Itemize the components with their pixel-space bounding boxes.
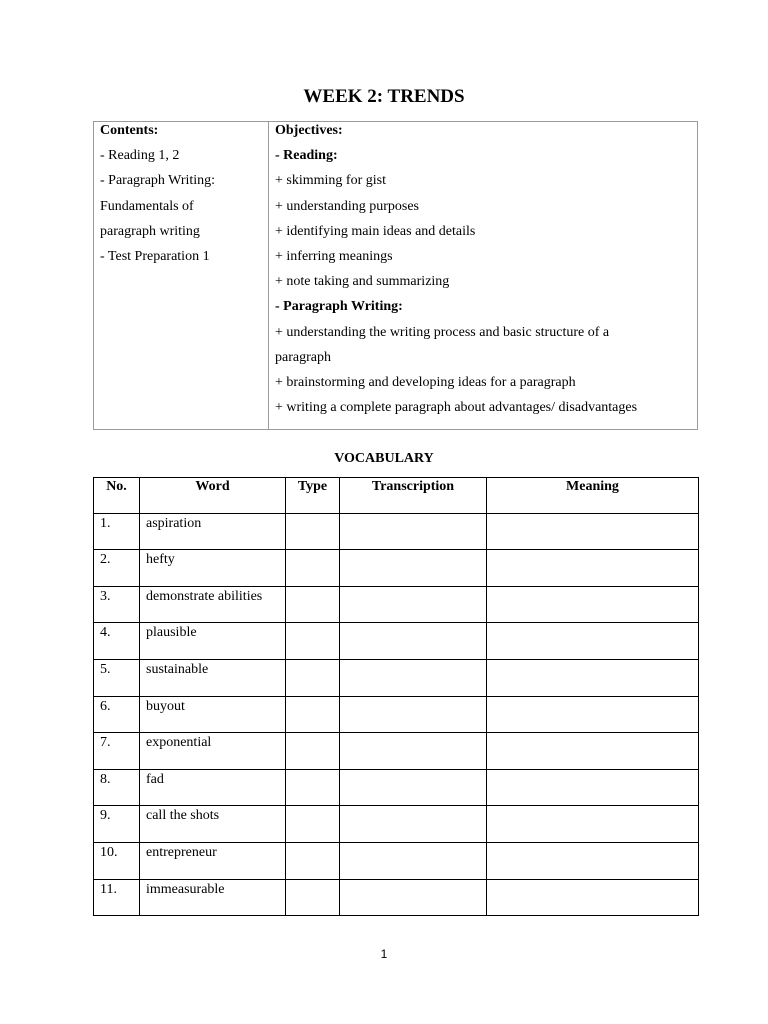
reading-objective: + understanding purposes: [275, 198, 419, 214]
table-row: [94, 659, 699, 696]
page-number: 1: [380, 947, 388, 961]
contents-item: paragraph writing: [100, 223, 200, 239]
table-row: [94, 586, 699, 623]
reading-objective: + identifying main ideas and details: [275, 223, 476, 239]
page-title: WEEK 2: TRENDS: [303, 86, 465, 107]
row-meaning-cell: [487, 623, 699, 660]
row-number: 6.: [94, 696, 140, 733]
row-word: plausible: [140, 623, 286, 660]
table-row: [94, 842, 699, 879]
row-word: immeasurable: [140, 879, 286, 916]
column-header-meaning: Meaning: [487, 478, 699, 514]
vocabulary-table: [93, 477, 699, 916]
writing-objective: + brainstorming and developing ideas for a paragraph: [275, 374, 576, 390]
reading-objective: + inferring meanings: [275, 248, 393, 264]
row-word: buyout: [140, 696, 286, 733]
contents-item: - Reading 1, 2: [100, 148, 180, 164]
column-header-no: No.: [94, 478, 140, 514]
row-type-cell: [286, 623, 340, 660]
row-type-cell: [286, 769, 340, 806]
writing-header: - Paragraph Writing:: [275, 299, 403, 315]
row-word: hefty: [140, 550, 286, 587]
row-transcription-cell: [340, 550, 487, 587]
row-meaning-cell: [487, 550, 699, 587]
row-meaning-cell: [487, 879, 699, 916]
row-word: fad: [140, 769, 286, 806]
column-header-word: Word: [140, 478, 286, 514]
table-row: [94, 696, 699, 733]
row-transcription-cell: [340, 879, 487, 916]
table-row: [94, 550, 699, 587]
row-type-cell: [286, 879, 340, 916]
row-word: entrepreneur: [140, 842, 286, 879]
table-row: [94, 623, 699, 660]
reading-objective: + skimming for gist: [275, 173, 386, 189]
writing-objective: + understanding the writing process and basic structure of a: [275, 324, 610, 340]
column-header-type: Type: [286, 478, 340, 514]
row-type-cell: [286, 806, 340, 843]
table-row: [94, 513, 699, 550]
row-transcription-cell: [340, 806, 487, 843]
contents-item: - Test Preparation 1: [100, 248, 210, 264]
row-type-cell: [286, 842, 340, 879]
row-word: aspiration: [140, 513, 286, 550]
contents-header: Contents:: [100, 123, 159, 138]
contents-cell: [94, 122, 269, 430]
row-number: 1.: [94, 513, 140, 550]
row-transcription-cell: [340, 513, 487, 550]
row-transcription-cell: [340, 842, 487, 879]
row-type-cell: [286, 659, 340, 696]
objectives-header: Objectives:: [275, 123, 343, 138]
row-type-cell: [286, 733, 340, 770]
contents-item: Fundamentals of: [100, 198, 194, 214]
row-transcription-cell: [340, 696, 487, 733]
row-number: 4.: [94, 623, 140, 660]
row-transcription-cell: [340, 733, 487, 770]
contents-item: - Paragraph Writing:: [100, 173, 216, 189]
objectives-cell: [269, 122, 698, 430]
row-type-cell: [286, 513, 340, 550]
row-meaning-cell: [487, 842, 699, 879]
row-number: 8.: [94, 769, 140, 806]
row-meaning-cell: [487, 586, 699, 623]
row-meaning-cell: [487, 659, 699, 696]
row-number: 11.: [94, 879, 140, 916]
row-meaning-cell: [487, 769, 699, 806]
row-meaning-cell: [487, 733, 699, 770]
row-number: 7.: [94, 733, 140, 770]
row-transcription-cell: [340, 769, 487, 806]
row-word: call the shots: [140, 806, 286, 843]
row-number: 9.: [94, 806, 140, 843]
writing-objective: paragraph: [275, 349, 331, 365]
row-type-cell: [286, 550, 340, 587]
writing-objective: + writing a complete paragraph about advantages/ disadvantages: [275, 400, 638, 416]
row-word: exponential: [140, 733, 286, 770]
row-type-cell: [286, 586, 340, 623]
table-row: [94, 879, 699, 916]
row-number: 10.: [94, 842, 140, 879]
row-meaning-cell: [487, 696, 699, 733]
row-meaning-cell: [487, 806, 699, 843]
row-word: sustainable: [140, 659, 286, 696]
table-row: [94, 733, 699, 770]
reading-objective: + note taking and summarizing: [275, 274, 450, 290]
row-number: 5.: [94, 659, 140, 696]
vocabulary-header-row: [94, 478, 699, 514]
row-number: 2.: [94, 550, 140, 587]
vocabulary-title: VOCABULARY: [334, 451, 434, 466]
row-number: 3.: [94, 586, 140, 623]
row-transcription-cell: [340, 586, 487, 623]
reading-header: - Reading:: [275, 148, 338, 164]
row-type-cell: [286, 696, 340, 733]
row-meaning-cell: [487, 513, 699, 550]
table-row: [94, 806, 699, 843]
column-header-transcription: Transcription: [340, 478, 487, 514]
row-transcription-cell: [340, 623, 487, 660]
contents-objectives-table: [93, 121, 698, 430]
row-transcription-cell: [340, 659, 487, 696]
table-row: [94, 769, 699, 806]
row-word: demonstrate abilities: [140, 586, 286, 623]
